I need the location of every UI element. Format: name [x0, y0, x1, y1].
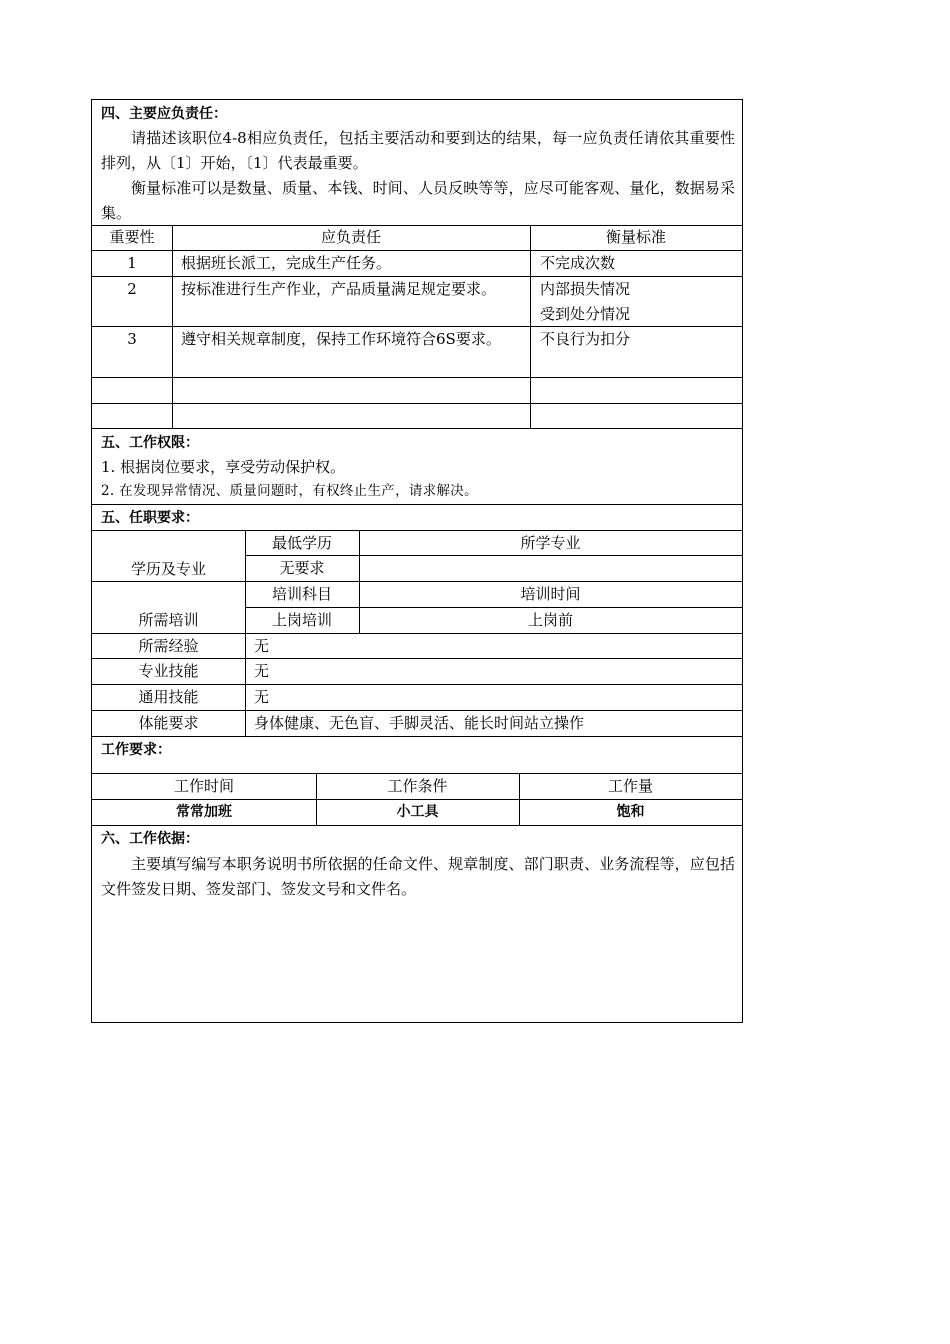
- qualification-title: 五、任职要求：: [101, 510, 199, 526]
- authority-item-1: 1. 根据岗位要求，享受劳动保护权。: [101, 458, 346, 476]
- workload-header: 工作量: [607, 777, 653, 795]
- divider: [172, 225, 173, 428]
- job-description-form: [91, 99, 743, 1023]
- authority-item-2: 2. 在发现异常情况、质量问题时，有权终止生产，请求解决。: [101, 483, 478, 499]
- edu-header-min: 最低学历: [271, 534, 332, 552]
- work-condition-header: 工作条件: [387, 777, 448, 795]
- divider: [92, 428, 742, 429]
- divider: [92, 377, 742, 378]
- edu-label: 学历及专业: [130, 560, 206, 578]
- row1-measure: 不完成次数: [540, 254, 616, 272]
- experience-value: 无: [254, 637, 270, 655]
- section4-para2: 衡量标准可以是数量、质量、本钱、时间、人员反映等等，应尽可能客观、量化，数据易采集。: [101, 179, 735, 222]
- row2-measure-1: 内部损失情况: [540, 280, 631, 298]
- row3-rank: 3: [127, 330, 137, 348]
- section4-para1: 请描述该职位4-8相应负责任，包括主要活动和要到达的结果，每一应负责任请依其重要性排列，从〔1〕开始，〔1〕代表最重要。: [101, 129, 735, 172]
- workload-value: 饱和: [616, 804, 645, 820]
- work-time-header: 工作时间: [173, 777, 234, 795]
- train-header-subject: 培训科目: [271, 585, 332, 603]
- divider: [92, 403, 742, 404]
- experience-label: 所需经验: [138, 637, 199, 655]
- physical-value: 身体健康、无色盲、手脚灵活、能长时间站立操作: [254, 714, 585, 732]
- row2-duty: 按标准进行生产作业，产品质量满足规定要求。: [181, 280, 497, 298]
- work-req-title: 工作要求：: [101, 742, 171, 758]
- row1-duty: 根据班长派工，完成生产任务。: [181, 254, 392, 272]
- physical-label: 体能要求: [138, 714, 199, 732]
- skill-label: 专业技能: [138, 662, 199, 680]
- train-subject-value: 上岗培训: [271, 611, 332, 629]
- row2-rank: 2: [127, 280, 137, 298]
- work-condition-value: 小工具: [396, 804, 439, 820]
- train-header-time: 培训时间: [520, 585, 581, 603]
- row1-rank: 1: [127, 254, 137, 272]
- skill-value: 无: [254, 662, 270, 680]
- train-time-value: 上岗前: [527, 611, 573, 629]
- row3-duty: 遵守相关规章制度，保持工作环境符合6S要求。: [181, 330, 501, 348]
- authority-title: 五、工作权限：: [101, 435, 199, 451]
- divider: [92, 504, 742, 505]
- divider: [92, 736, 742, 737]
- edu-header-major: 所学专业: [520, 534, 581, 552]
- header-importance: 重要性: [109, 228, 155, 246]
- general-skill-value: 无: [254, 688, 270, 706]
- general-skill-label: 通用技能: [138, 688, 199, 706]
- basis-para: 主要填写编写本职务说明书所依据的任命文件、规章制度、部门职责、业务流程等，应包括文件签发日期、签发部门、签发文号和文件名。: [101, 855, 735, 898]
- section4-title: 四、主要应负责任：: [101, 106, 227, 122]
- divider: [530, 225, 531, 428]
- row3-measure: 不良行为扣分: [540, 330, 631, 348]
- basis-title: 六、工作依据：: [101, 831, 199, 847]
- divider: [92, 825, 742, 826]
- edu-min-value: 无要求: [279, 559, 325, 577]
- header-duty: 应负责任: [320, 228, 381, 246]
- row2-measure-2: 受到处分情况: [540, 305, 631, 323]
- work-time-value: 常常加班: [176, 804, 232, 820]
- train-label: 所需培训: [138, 611, 199, 629]
- header-measure: 衡量标准: [605, 228, 666, 246]
